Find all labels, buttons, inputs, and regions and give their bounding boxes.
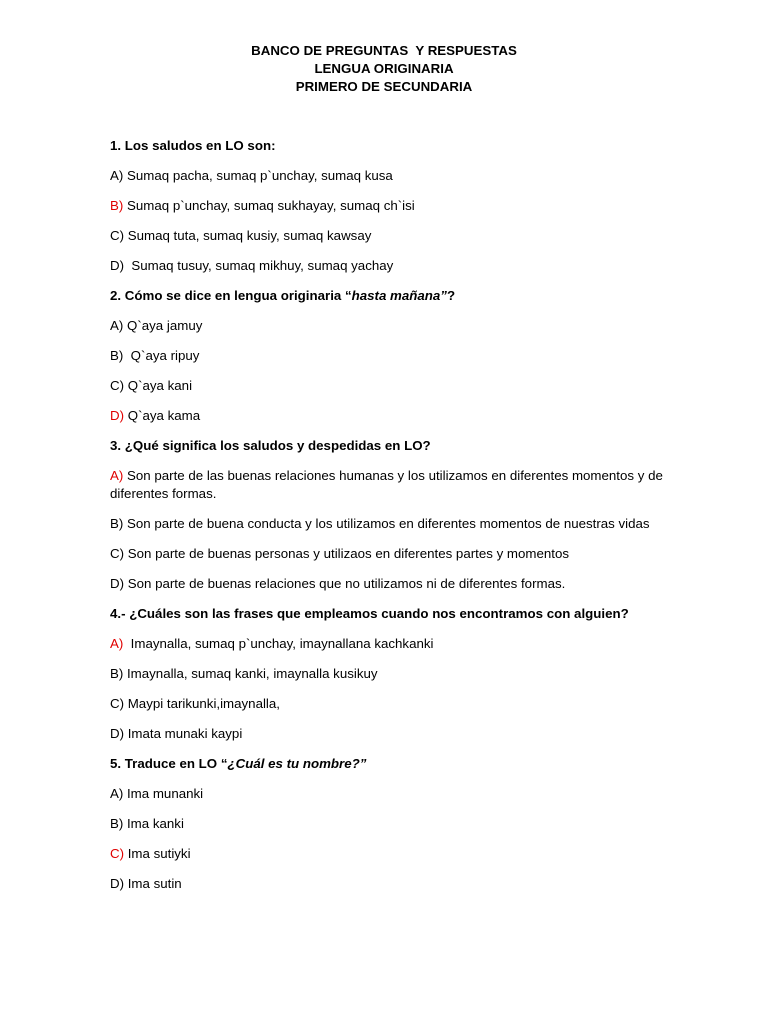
- option-letter: A): [110, 168, 124, 183]
- question-1: [110, 137, 670, 155]
- header-grade: PRIMERO DE SECUNDARIA: [295, 79, 473, 94]
- question-3: [110, 437, 670, 455]
- option-text: Q`aya kani: [124, 378, 193, 393]
- answer-option: [110, 317, 670, 335]
- answer-option: [110, 377, 670, 395]
- answer-option: [110, 575, 670, 593]
- question-text: 5. Traduce en LO “: [110, 756, 228, 771]
- option-letter: B): [110, 516, 124, 531]
- option-letter: B): [110, 816, 124, 831]
- question-2: [110, 287, 670, 305]
- option-letter: C): [110, 228, 125, 243]
- option-text: Q`aya ripuy: [123, 348, 200, 363]
- question-emphasis: hasta mañana”: [351, 288, 447, 303]
- answer-option: [110, 665, 670, 683]
- question-suffix: ?: [446, 288, 456, 303]
- question-text: 4.- ¿Cuáles son las frases que empleamos cuando nos encontramos con alguien?: [110, 606, 629, 621]
- question-emphasis: ¿Cuál es tu nombre?”: [227, 756, 367, 771]
- question-text: 2. Cómo se dice en lengua originaria “: [110, 288, 352, 303]
- answer-option: [110, 227, 670, 245]
- option-letter: C): [110, 378, 125, 393]
- answer-option: [110, 875, 670, 893]
- answer-option: [110, 635, 670, 653]
- correct-answer-letter: B): [110, 198, 124, 213]
- answer-option: [110, 167, 670, 185]
- answer-option: [110, 197, 670, 215]
- correct-answer-letter: D): [110, 408, 125, 423]
- document-header: [0, 42, 768, 96]
- option-letter: A): [110, 318, 124, 333]
- option-text: Imata munaki kaypi: [124, 726, 243, 741]
- option-text: Maypi tarikunki,imaynalla,: [124, 696, 280, 711]
- option-letter: D): [110, 576, 125, 591]
- question-text: 3. ¿Qué significa los saludos y despedidas en LO?: [110, 438, 431, 453]
- answer-option: [110, 347, 670, 365]
- correct-answer-letter: A): [110, 468, 124, 483]
- option-text: Q`aya jamuy: [123, 318, 203, 333]
- option-text: Son parte de buenas personas y utilizaos en diferentes partes y momentos: [124, 546, 569, 561]
- answer-option: [110, 725, 670, 743]
- option-text: Son parte de buenas relaciones que no utilizamos ni de diferentes formas.: [124, 576, 566, 591]
- answer-option: [110, 845, 670, 863]
- answer-option: [110, 815, 670, 833]
- option-text: Son parte de buena conducta y los utilizamos en diferentes momentos de nuestras vidas: [123, 516, 650, 531]
- question-text: 1. Los saludos en LO son:: [110, 138, 276, 153]
- answer-option: [110, 407, 670, 425]
- option-text: Sumaq pacha, sumaq p`unchay, sumaq kusa: [123, 168, 393, 183]
- question-5: [110, 755, 670, 773]
- header-subject: LENGUA ORIGINARIA: [314, 61, 454, 76]
- answer-option: [110, 695, 670, 713]
- option-letter: D): [110, 726, 125, 741]
- question-4: [110, 605, 670, 623]
- option-text: Sumaq tusuy, sumaq mikhuy, sumaq yachay: [124, 258, 394, 273]
- option-text: Q`aya kama: [124, 408, 201, 423]
- answer-option: [110, 515, 670, 533]
- option-text: Son parte de las buenas relaciones humanas y los utilizamos en diferentes momentos y de diferentes formas.: [110, 468, 667, 501]
- option-text: Ima munanki: [123, 786, 204, 801]
- option-text: Ima kanki: [123, 816, 184, 831]
- option-text: Imaynalla, sumaq kanki, imaynalla kusikuy: [123, 666, 378, 681]
- option-letter: B): [110, 348, 124, 363]
- option-text: Sumaq p`unchay, sumaq sukhayay, sumaq ch`isi: [123, 198, 415, 213]
- option-letter: A): [110, 786, 124, 801]
- option-text: Ima sutin: [124, 876, 182, 891]
- answer-option: [110, 467, 670, 503]
- option-text: Imaynalla, sumaq p`unchay, imaynallana kachkanki: [123, 636, 434, 651]
- header-title: BANCO DE PREGUNTAS Y RESPUESTAS: [251, 43, 517, 58]
- question-list: [110, 137, 670, 905]
- option-letter: B): [110, 666, 124, 681]
- answer-option: [110, 545, 670, 563]
- option-text: Ima sutiyki: [124, 846, 191, 861]
- correct-answer-letter: C): [110, 846, 125, 861]
- option-text: Sumaq tuta, sumaq kusiy, sumaq kawsay: [124, 228, 372, 243]
- option-letter: C): [110, 546, 125, 561]
- correct-answer-letter: A): [110, 636, 124, 651]
- option-letter: C): [110, 696, 125, 711]
- option-letter: D): [110, 258, 125, 273]
- answer-option: [110, 257, 670, 275]
- option-letter: D): [110, 876, 125, 891]
- answer-option: [110, 785, 670, 803]
